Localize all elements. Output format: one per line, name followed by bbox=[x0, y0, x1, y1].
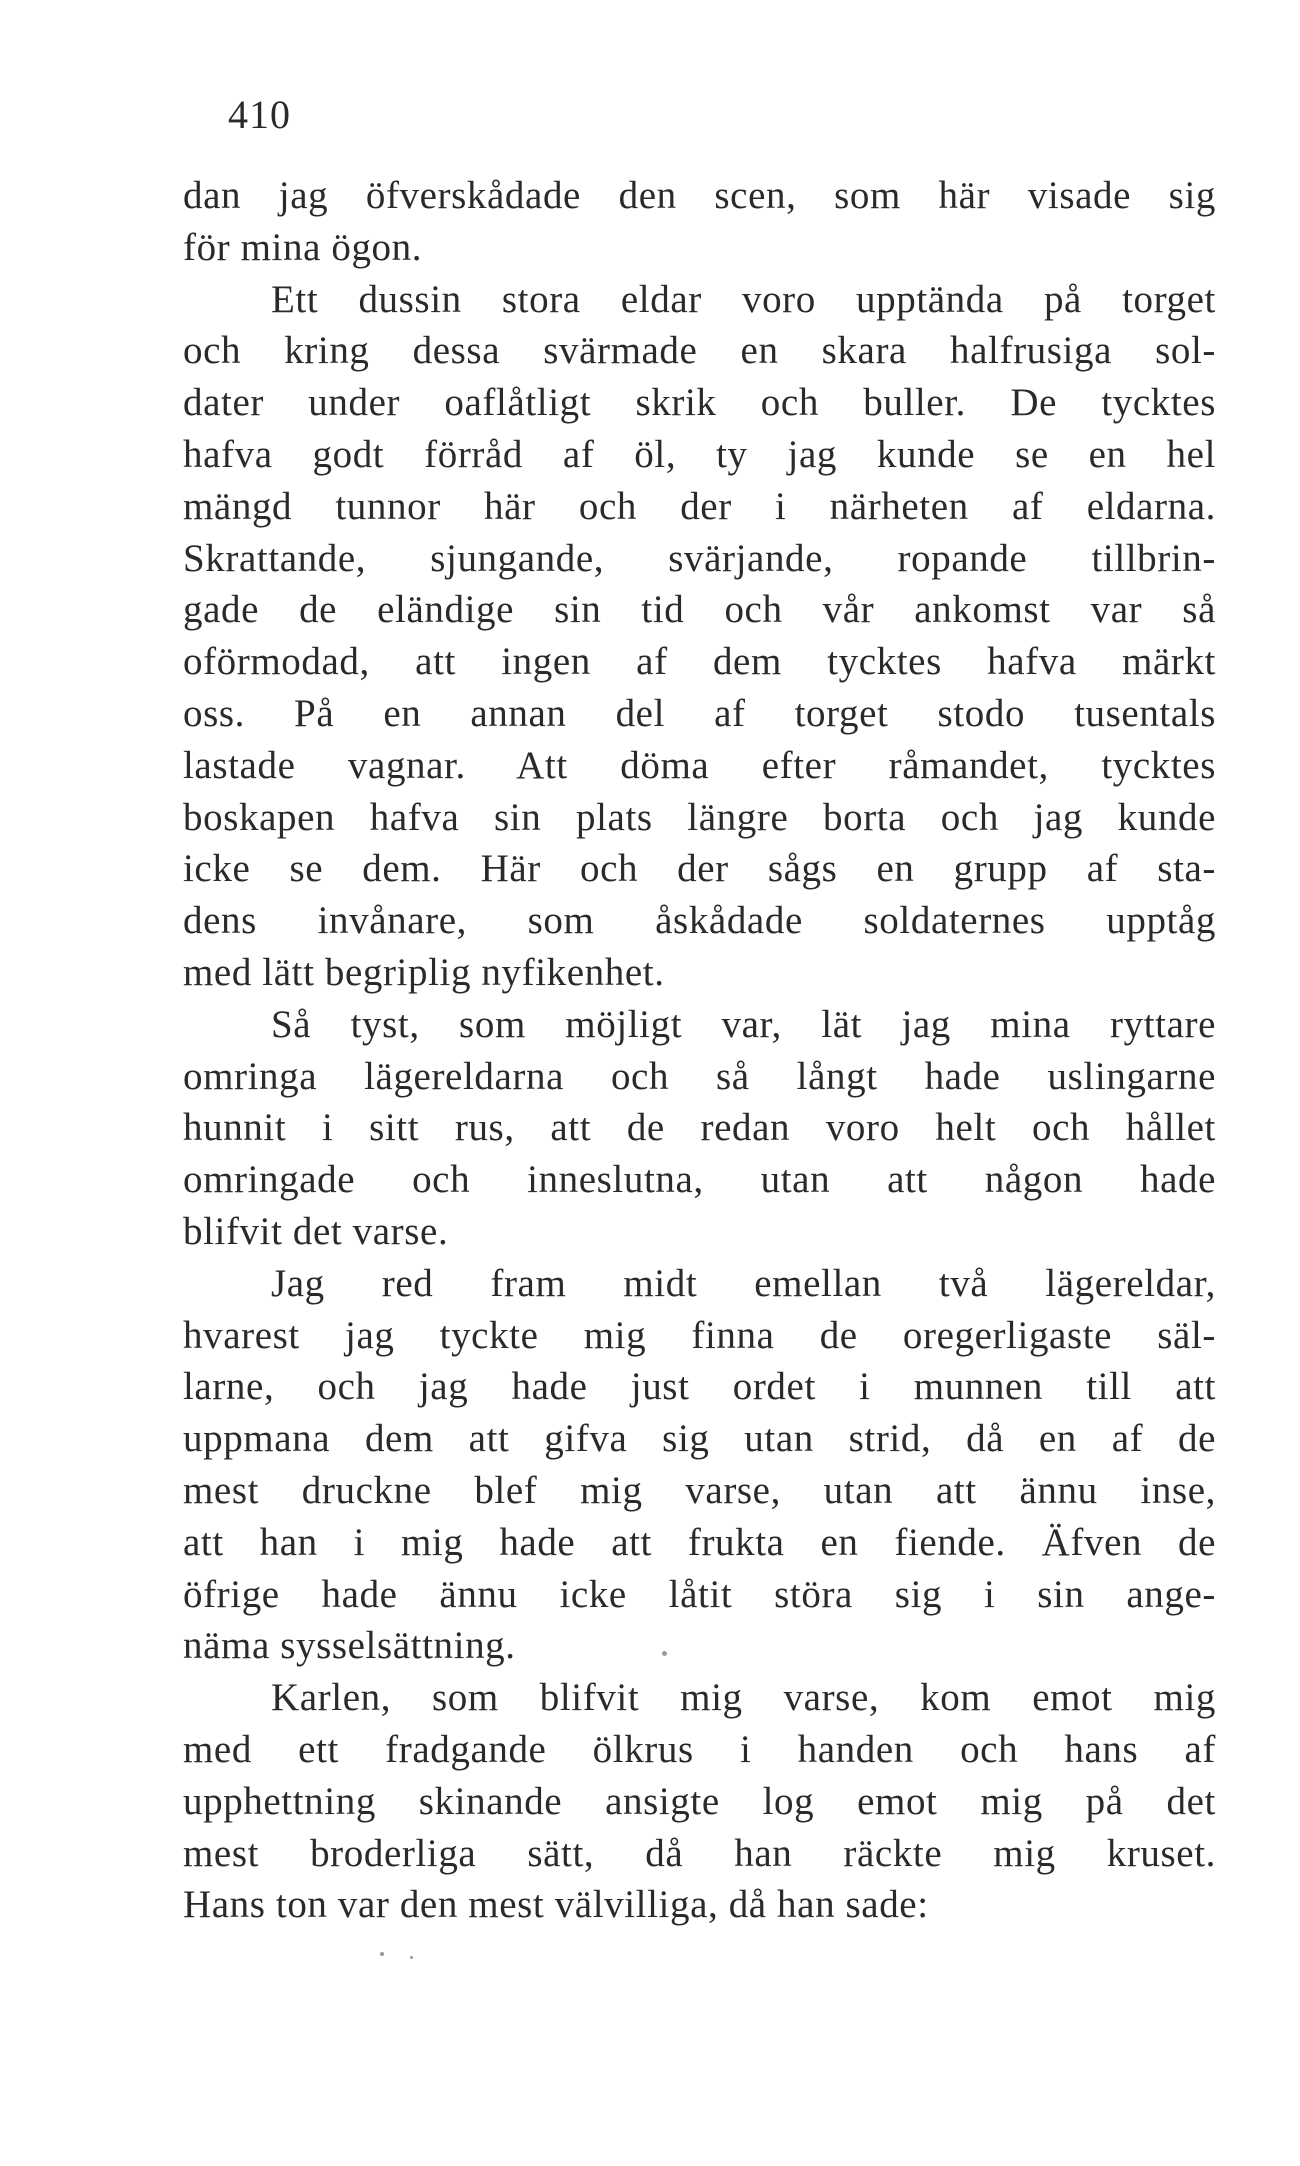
text-line: blifvit det varse. bbox=[183, 1209, 449, 1253]
text-line: med ett fradgande ölkrus i handen och hans af bbox=[183, 1727, 1216, 1771]
text-line: näma sysselsättning. bbox=[183, 1624, 516, 1668]
text-line: oförmodad, att ingen af dem tycktes hafva märkt bbox=[183, 640, 1216, 684]
text-line: upphettning skinande ansigte log emot mig på det bbox=[183, 1779, 1216, 1823]
text-line: dater under oaflåtligt skrik och buller. De tycktes bbox=[183, 381, 1216, 425]
text-line: gade de eländige sin tid och vår ankomst var så bbox=[183, 588, 1216, 632]
text-line: Ett dussin stora eldar voro upptända på torget bbox=[271, 277, 1216, 321]
text-line: mest druckne blef mig varse, utan att ännu inse, bbox=[183, 1468, 1216, 1512]
text-line: dan jag öfverskådade den scen, som här visade sig bbox=[183, 174, 1216, 217]
text-line: icke se dem. Här och der sågs en grupp af sta- bbox=[183, 847, 1216, 891]
text-line: att han i mig hade att frukta en fiende. Äfven de bbox=[183, 1520, 1216, 1564]
text-line: lastade vagnar. Att döma efter råmandet, tycktes bbox=[183, 743, 1216, 787]
text-line: Så tyst, som möjligt var, lät jag mina ryttare bbox=[271, 1002, 1216, 1046]
text-line: Hans ton var den mest välvilliga, då han sade: bbox=[183, 1883, 929, 1927]
text-line: dens invånare, som åskådade soldaternes upptåg bbox=[183, 899, 1216, 943]
text-line: omringade och inneslutna, utan att någon hade bbox=[183, 1158, 1216, 1202]
text-line: boskapen hafva sin plats längre borta och jag kunde bbox=[183, 795, 1216, 839]
text-line: öfrige hade ännu icke låtit störa sig i sin ange- bbox=[183, 1572, 1216, 1616]
ink-speck bbox=[380, 1952, 384, 1956]
text-line: mest broderliga sätt, då han räckte mig kruset. bbox=[183, 1831, 1216, 1875]
text-line: larne, och jag hade just ordet i munnen till att bbox=[183, 1365, 1216, 1409]
body-text bbox=[183, 170, 1216, 1931]
text-line: Skrattande, sjungande, svärjande, ropande tillbrin- bbox=[183, 536, 1216, 580]
text-line: hunnit i sitt rus, att de redan voro helt och hållet bbox=[183, 1106, 1216, 1150]
text-line: och kring dessa svärmade en skara halfrusiga sol- bbox=[183, 329, 1216, 373]
text-line: Jag red fram midt emellan två lägereldar, bbox=[271, 1261, 1216, 1305]
text-line: hafva godt förråd af öl, ty jag kunde se en hel bbox=[183, 432, 1216, 476]
text-line: hvarest jag tyckte mig finna de oregerligaste säl- bbox=[183, 1313, 1216, 1357]
text-line: med lätt begriplig nyfikenhet. bbox=[183, 950, 665, 994]
text-line: för mina ögon. bbox=[183, 225, 423, 269]
text-line: oss. På en annan del af torget stodo tusentals bbox=[183, 691, 1216, 735]
ink-speck bbox=[662, 1651, 667, 1656]
text-line: Karlen, som blifvit mig varse, kom emot mig bbox=[271, 1676, 1216, 1720]
page-number: 410 bbox=[228, 92, 291, 137]
text-line: uppmana dem att gifva sig utan strid, då en af de bbox=[183, 1417, 1216, 1461]
ink-speck bbox=[410, 1956, 413, 1959]
text-line: mängd tunnor här och der i närheten af eldarna. bbox=[183, 484, 1216, 528]
text-line: omringa lägereldarna och så långt hade uslingarne bbox=[183, 1054, 1216, 1098]
